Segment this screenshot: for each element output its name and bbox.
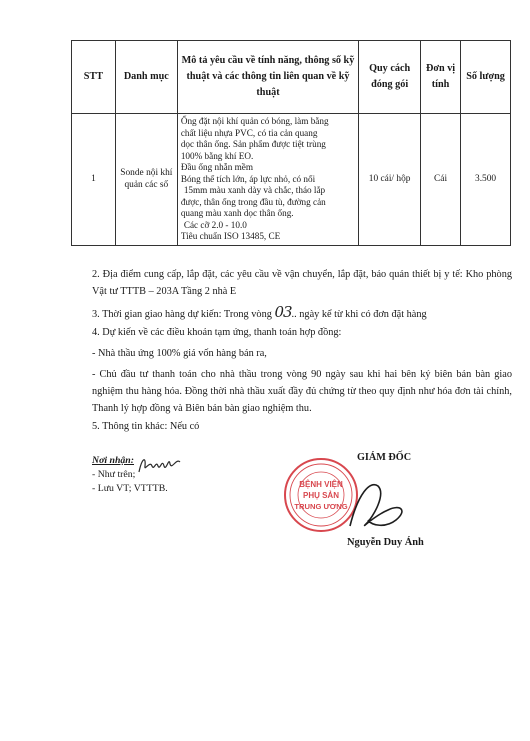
cell-category: Sonde nội khí quản các số <box>115 114 177 246</box>
description-line: Các cỡ 2.0 - 10.0 <box>183 219 247 230</box>
delivery-time-text-end: .. ngày kể từ khi có đơn đặt hàng <box>291 309 427 320</box>
cell-unit: Cái <box>421 114 461 246</box>
header-packaging: Quy cách đóng gói <box>359 41 421 114</box>
specification-table <box>71 40 511 246</box>
recipient-item: - Lưu VT; VTTTB. <box>92 483 168 494</box>
other-info-paragraph: 5. Thông tin khác: Nếu có <box>92 421 200 432</box>
stamp-text-top: BỆNH VIỆN <box>299 480 343 489</box>
description-line: Tiêu chuẩn ISO 13485, CE <box>180 231 281 241</box>
description-line: 15mm màu xanh dày và chắc, tháo lắp <box>183 185 326 195</box>
cell-packaging: 10 cái/ hộp <box>359 114 421 246</box>
stamp-text-bottom: TRUNG ƯƠNG <box>294 502 348 511</box>
director-title: GIÁM ĐỐC <box>357 452 412 463</box>
description-line: Đầu ống nhẵn mềm <box>180 162 254 172</box>
delivery-time-text: 3. Thời gian giao hàng dự kiến: Trong vòng <box>92 309 275 320</box>
table-header-row <box>72 41 511 114</box>
director-signature <box>344 476 414 536</box>
cell-quantity: 3.500 <box>461 114 511 246</box>
initial-signature <box>136 452 186 478</box>
description-line: được, thân ống trong đầu tù, đường cản <box>180 196 326 207</box>
recipients-title: Nơi nhận: <box>92 455 135 466</box>
payment-schedule-item: - Chủ đầu tư thanh toán cho nhà thầu trong vòng 90 ngày sau khi hai bên ký biên bản bàn giao nghiệm thu hàng hóa. Đồng thời nhà thầu xuất đầy đủ chứng từ theo quy định như hóa đơn tài chính, Thanh lý hợp đồng và Biên bản bàn giao nghiệm thu. <box>92 369 512 414</box>
description-line: dọc thân ống. Sản phẩm được tiệt trùng <box>180 139 326 149</box>
cell-description <box>177 114 358 246</box>
delivery-time-paragraph <box>92 304 512 323</box>
description-line: 100% bằng khí EO. <box>180 150 254 161</box>
advance-payment-item: - Nhà thầu ứng 100% giá vốn hàng bán ra, <box>92 348 267 359</box>
header-description: Mô tả yêu cầu về tính năng, thông số kỹ thuật và các thông tin liên quan về kỹ thuật <box>177 41 358 114</box>
description-line: quang màu xanh dọc thân ống. <box>180 208 294 218</box>
description-line: chất liệu nhựa PVC, có tia cản quang <box>180 127 318 138</box>
payment-terms-heading: 4. Dự kiến về các điều khoản tạm ứng, thanh toán hợp đồng: <box>92 327 342 338</box>
director-name: Nguyễn Duy Ánh <box>347 537 424 548</box>
table-row <box>72 114 511 246</box>
delivery-location-paragraph: 2. Địa điểm cung cấp, lắp đặt, các yêu cầu về vận chuyển, lắp đặt, bảo quản thiết bị y tế: Kho phòng Vật tư TTTB – 203A Tầng 2 nhà E <box>92 269 512 297</box>
description-line: Bóng thể tích lớn, áp lực nhỏ, có nối <box>180 173 316 184</box>
stamp-text-mid: PHỤ SẢN <box>302 491 340 500</box>
header-quantity: Số lượng <box>461 41 511 114</box>
recipient-item: - Như trên; <box>92 469 136 480</box>
cell-stt: 1 <box>72 114 116 246</box>
handwritten-days: 03 <box>274 303 292 321</box>
description-line: Ống đặt nội khí quản có bóng, làm bằng <box>180 116 329 126</box>
header-stt: STT <box>72 41 116 114</box>
header-unit: Đơn vị tính <box>421 41 461 114</box>
header-category: Danh mục <box>115 41 177 114</box>
